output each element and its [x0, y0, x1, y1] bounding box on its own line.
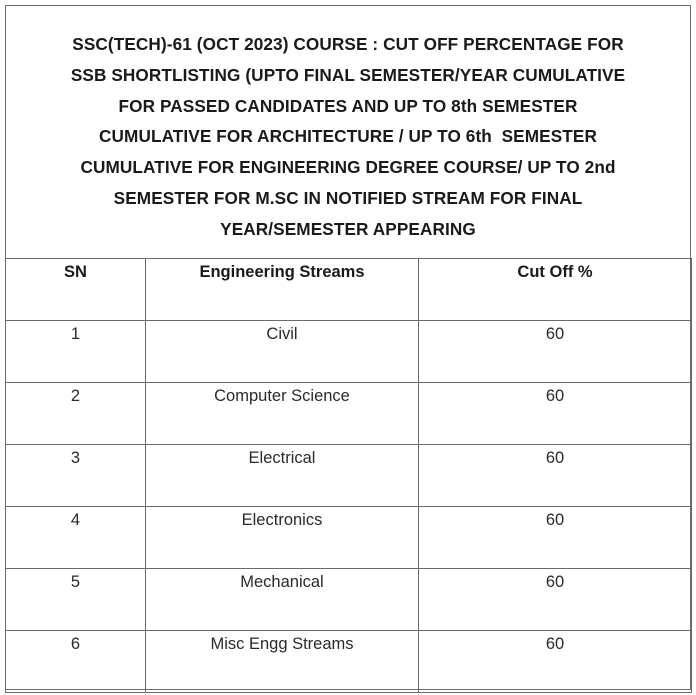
cell-cutoff: 60 [419, 507, 692, 569]
cell-cutoff: 60 [419, 383, 692, 445]
cell-stream: Mechanical [146, 569, 419, 631]
table-row [6, 507, 692, 569]
cell-stream: Computer Science [146, 383, 419, 445]
cell-cutoff: 60 [419, 569, 692, 631]
cell-sn: 6 [6, 631, 146, 693]
cell-cutoff: 60 [419, 631, 692, 693]
title-line: CUMULATIVE FOR ARCHITECTURE / UP TO 6th SEMESTER [99, 126, 597, 147]
cell-stream: Electrical [146, 445, 419, 507]
cell-stream: Misc Engg Streams [146, 631, 419, 693]
table-row [6, 445, 692, 507]
header-cut-off: Cut Off % [419, 259, 692, 321]
table-row [6, 631, 692, 693]
table-row [6, 569, 692, 631]
cell-cutoff: 60 [419, 445, 692, 507]
header-sn: SN [6, 259, 146, 321]
cell-stream: Civil [146, 321, 419, 383]
cell-cutoff: 60 [419, 321, 692, 383]
table-row [6, 321, 692, 383]
cell-stream: Electronics [146, 507, 419, 569]
title-line: YEAR/SEMESTER APPEARING [220, 218, 476, 239]
document-title [5, 5, 691, 258]
cutoff-table [5, 258, 692, 693]
cell-sn: 3 [6, 445, 146, 507]
table-header-row [6, 259, 692, 321]
title-line: SEMESTER FOR M.SC IN NOTIFIED STREAM FOR FINAL [113, 187, 583, 208]
cell-sn: 5 [6, 569, 146, 631]
title-line: SSC(TECH)-61 (OCT 2023) COURSE : CUT OFF PERCENTAGE FOR [72, 34, 624, 54]
table-row [6, 383, 692, 445]
cell-sn: 4 [6, 507, 146, 569]
cell-sn: 1 [6, 321, 146, 383]
title-line: FOR PASSED CANDIDATES AND UP TO 8th SEMESTER [118, 95, 578, 116]
title-line: SSB SHORTLISTING (UPTO FINAL SEMESTER/YEAR CUMULATIVE [70, 64, 626, 85]
title-line: CUMULATIVE FOR ENGINEERING DEGREE COURSE/ UP TO 2nd [80, 157, 616, 178]
header-engineering-streams: Engineering Streams [146, 259, 419, 321]
cell-sn: 2 [6, 383, 146, 445]
